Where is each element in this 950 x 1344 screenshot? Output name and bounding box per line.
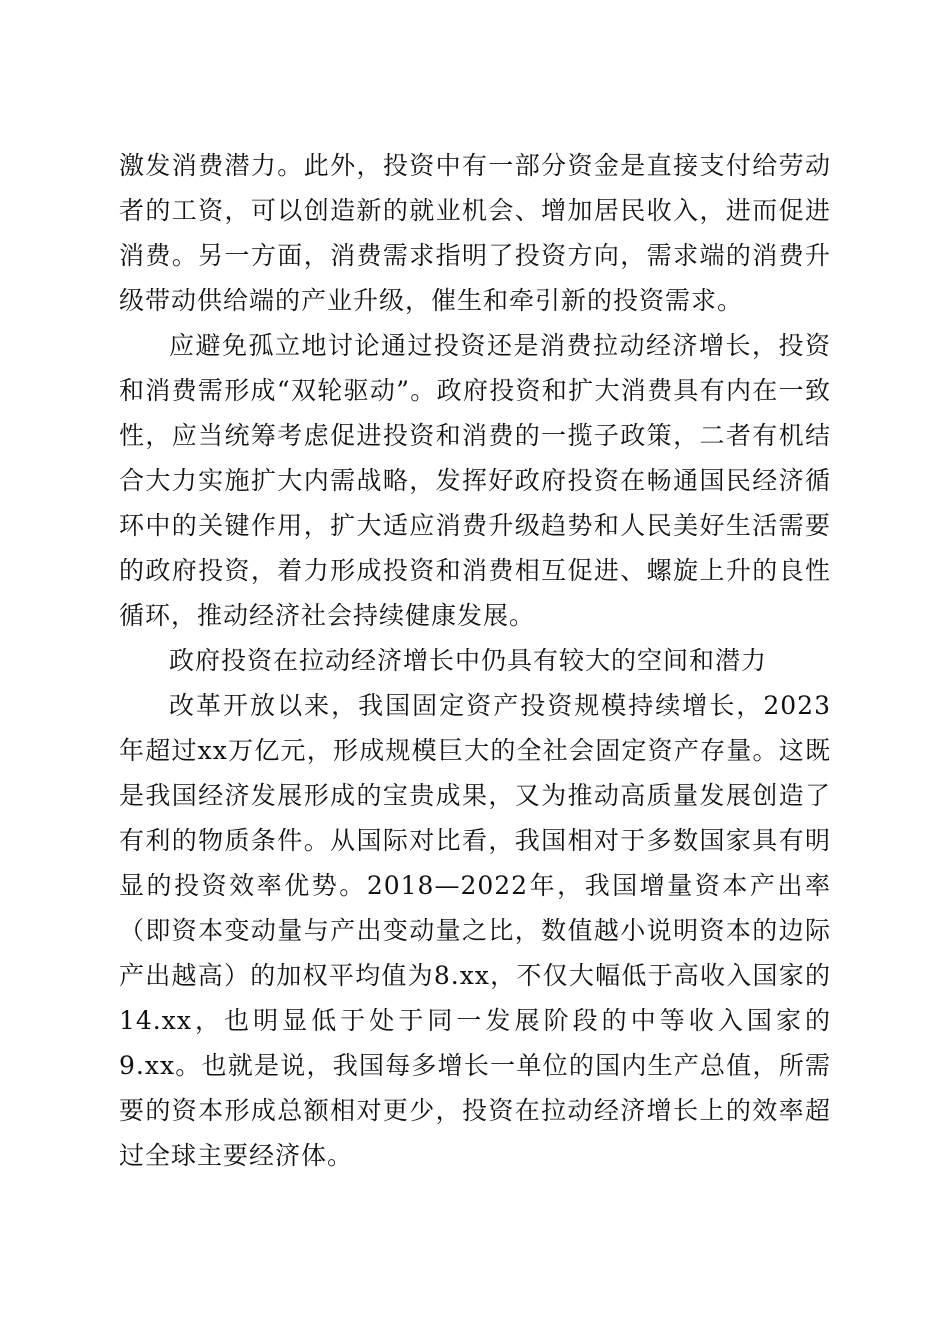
document-body <box>119 143 831 1178</box>
paragraph-dual-drive: 应避免孤立地讨论通过投资还是消费拉动经济增长，投资和消费需形成“双轮驱动”。政府投资和扩大消费具有内在一致性，应当统筹考虑促进投资和消费的一揽子政策，二者有机结合大力实施扩大内需战略，发挥好政府投资在畅通国民经济循环中的关键作用，扩大适应消费升级趋势和人民美好生活需要的政府投资，着力形成投资和消费相互促进、螺旋上升的良性循环，推动经济社会持续健康发展。 <box>119 331 831 630</box>
paragraph-investment-efficiency: 改革开放以来，我国固定资产投资规模持续增长，2023年超过xx万亿元，形成规模巨大的全社会固定资产存量。这既是我国经济发展形成的宝贵成果，又为推动高质量发展创造了有利的物质条件。从国际对比看，我国相对于多数国家具有明显的投资效率优势。2018—2022年，我国增量资本产出率（即资本变动量与产出变动量之比，数值越小说明资本的边际产出越高）的加权平均值为8.xx，不仅大幅低于高收入国家的14.xx，也明显低于处于同一发展阶段的中等收入国家的9.xx。也就是说，我国每多增长一单位的国内生产总值，所需要的资本形成总额相对更少，投资在拉动经济增长上的效率超过全球主要经济体。 <box>119 691 831 1170</box>
section-heading: 政府投资在拉动经济增长中仍具有较大的空间和潜力 <box>169 646 768 675</box>
paragraph-continued: 激发消费潜力。此外，投资中有一部分资金是直接支付给劳动者的工资，可以创造新的就业机会、增加居民收入，进而促进消费。另一方面，消费需求指明了投资方向，需求端的消费升级带动供给端的产业升级，催生和牵引新的投资需求。 <box>119 151 831 315</box>
